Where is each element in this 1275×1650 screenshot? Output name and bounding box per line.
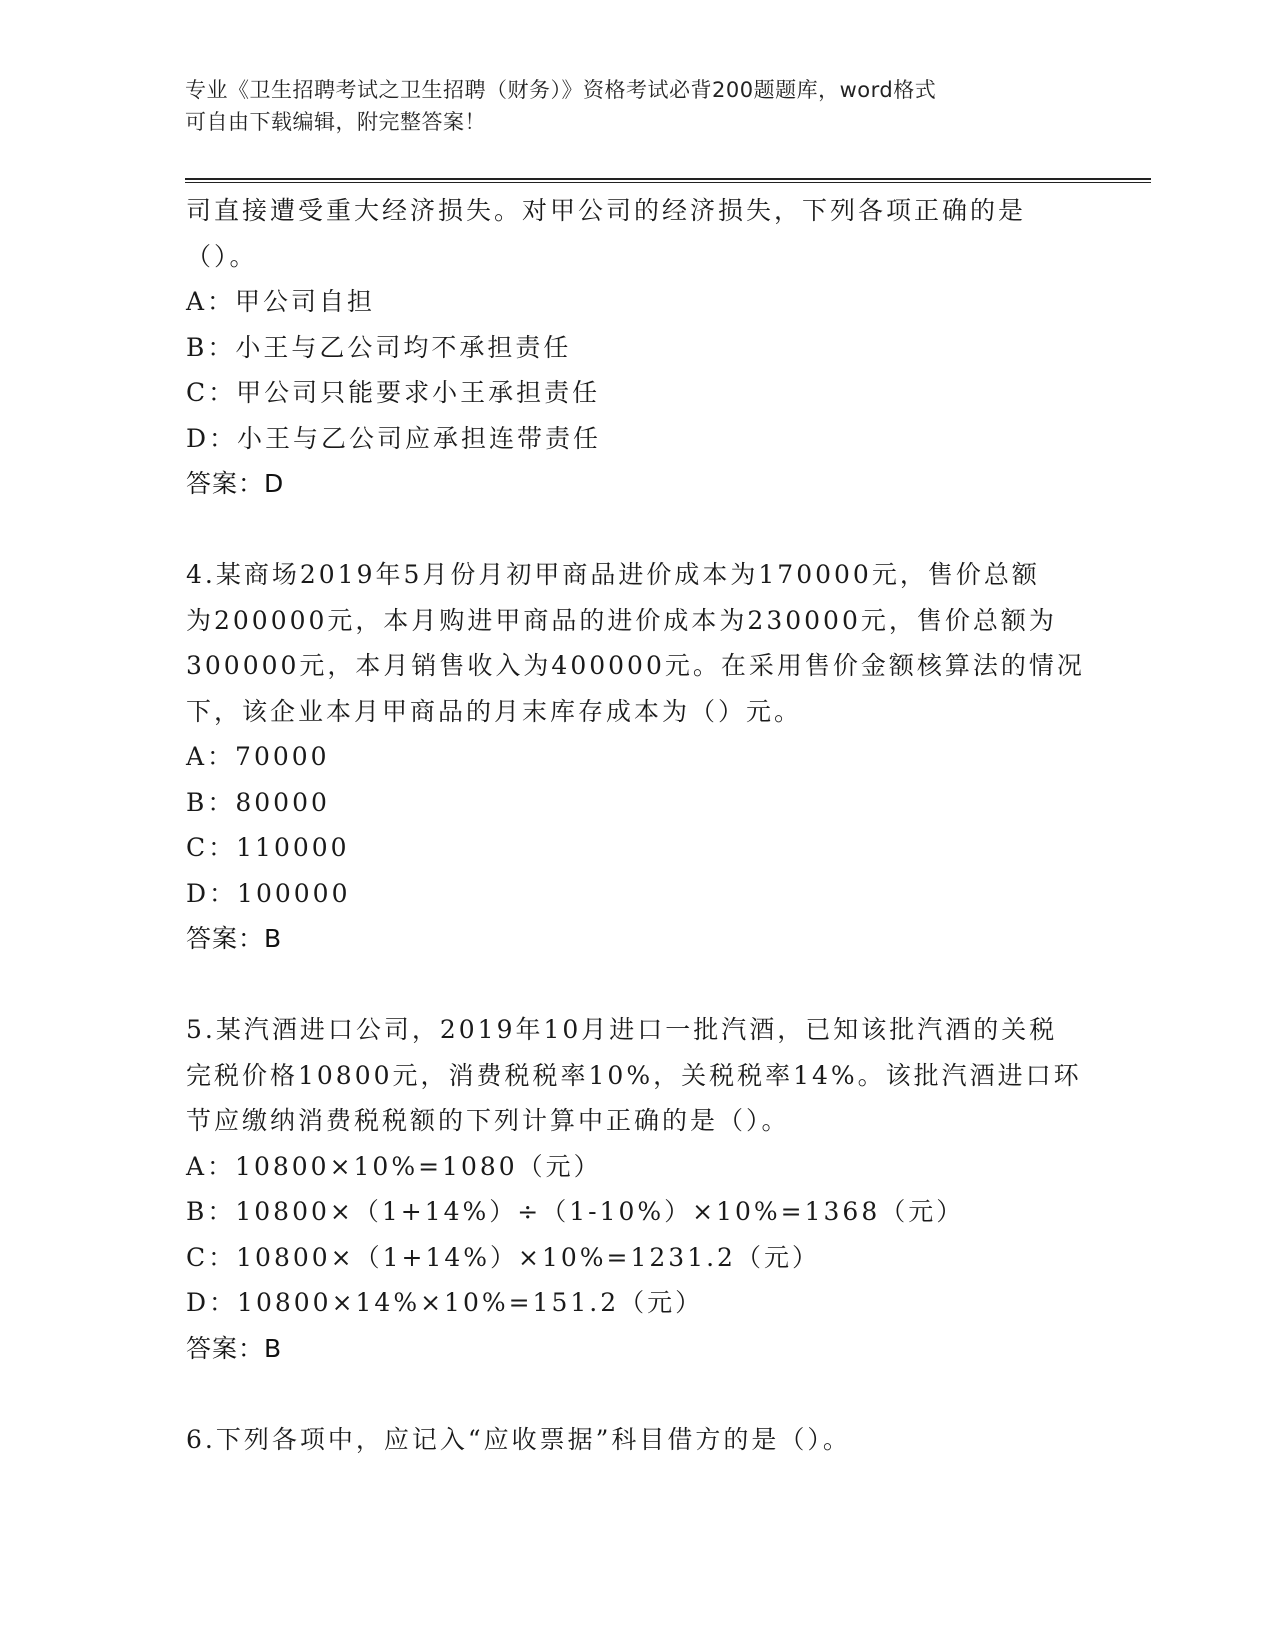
- question-text: 下，该企业本月甲商品的月末库存成本为（）元。: [186, 696, 803, 726]
- option-c: C：甲公司只能要求小王承担责任: [186, 378, 601, 407]
- option-a: A：70000: [186, 742, 330, 771]
- spacer: [186, 507, 1086, 553]
- option-d: D：100000: [186, 878, 351, 908]
- question-text: （）。: [186, 241, 258, 271]
- answer-line: 答案：B: [186, 1333, 283, 1363]
- answer-line: 答案：D: [186, 469, 285, 498]
- document-body: [186, 188, 1086, 1462]
- header-rule-thick: [185, 178, 1151, 180]
- question-3: [186, 188, 1086, 507]
- header-line-2: 可自由下载编辑，附完整答案！: [185, 110, 486, 134]
- option-b: B：10800×（1+14%）÷（1-10%）×10%=1368（元）: [186, 1197, 965, 1226]
- option-d: D：10800×14%×10%=151.2（元）: [186, 1288, 704, 1317]
- header-line-1: 专业《卫生招聘考试之卫生招聘（财务）》资格考试必背200题题库，word格式: [185, 78, 937, 102]
- question-text: 完税价格10800元，消费税税率10%，关税税率14%。该批汽酒进口环: [186, 1060, 1082, 1090]
- question-text: 为200000元，本月购进甲商品的进价成本为230000元，售价总额为: [186, 605, 1057, 635]
- header-rule-thin: [185, 182, 1151, 183]
- question-text: 6.下列各项中，应记入“应收票据”科目借方的是（）。: [186, 1424, 851, 1454]
- question-text: 300000元，本月销售收入为400000元。在采用售价金额核算法的情况: [186, 651, 1085, 680]
- question-text: 5.某汽酒进口公司，2019年10月进口一批汽酒，已知该批汽酒的关税: [186, 1015, 1058, 1044]
- option-d: D：小王与乙公司应承担连带责任: [186, 423, 602, 453]
- option-c: C：10800×（1+14%）×10%=1231.2（元）: [186, 1242, 820, 1272]
- question-text: 司直接遭受重大经济损失。对甲公司的经济损失，下列各项正确的是: [186, 196, 1027, 225]
- page-header: [185, 74, 1065, 138]
- question-6: [186, 1417, 1086, 1463]
- spacer: [186, 1371, 1086, 1417]
- spacer: [186, 962, 1086, 1008]
- option-a: A：甲公司自担: [186, 287, 376, 316]
- option-a: A：10800×10%=1080（元）: [186, 1151, 602, 1181]
- option-c: C：110000: [186, 833, 350, 862]
- question-5: [186, 1007, 1086, 1371]
- question-text: 4.某商场2019年5月份月初甲商品进价成本为170000元，售价总额: [186, 560, 1040, 589]
- answer-line: 答案：B: [186, 924, 283, 953]
- option-b: B：80000: [186, 787, 330, 817]
- question-text: 节应缴纳消费税税额的下列计算中正确的是（）。: [186, 1106, 790, 1135]
- option-b: B：小王与乙公司均不承担责任: [186, 332, 572, 362]
- question-4: [186, 552, 1086, 962]
